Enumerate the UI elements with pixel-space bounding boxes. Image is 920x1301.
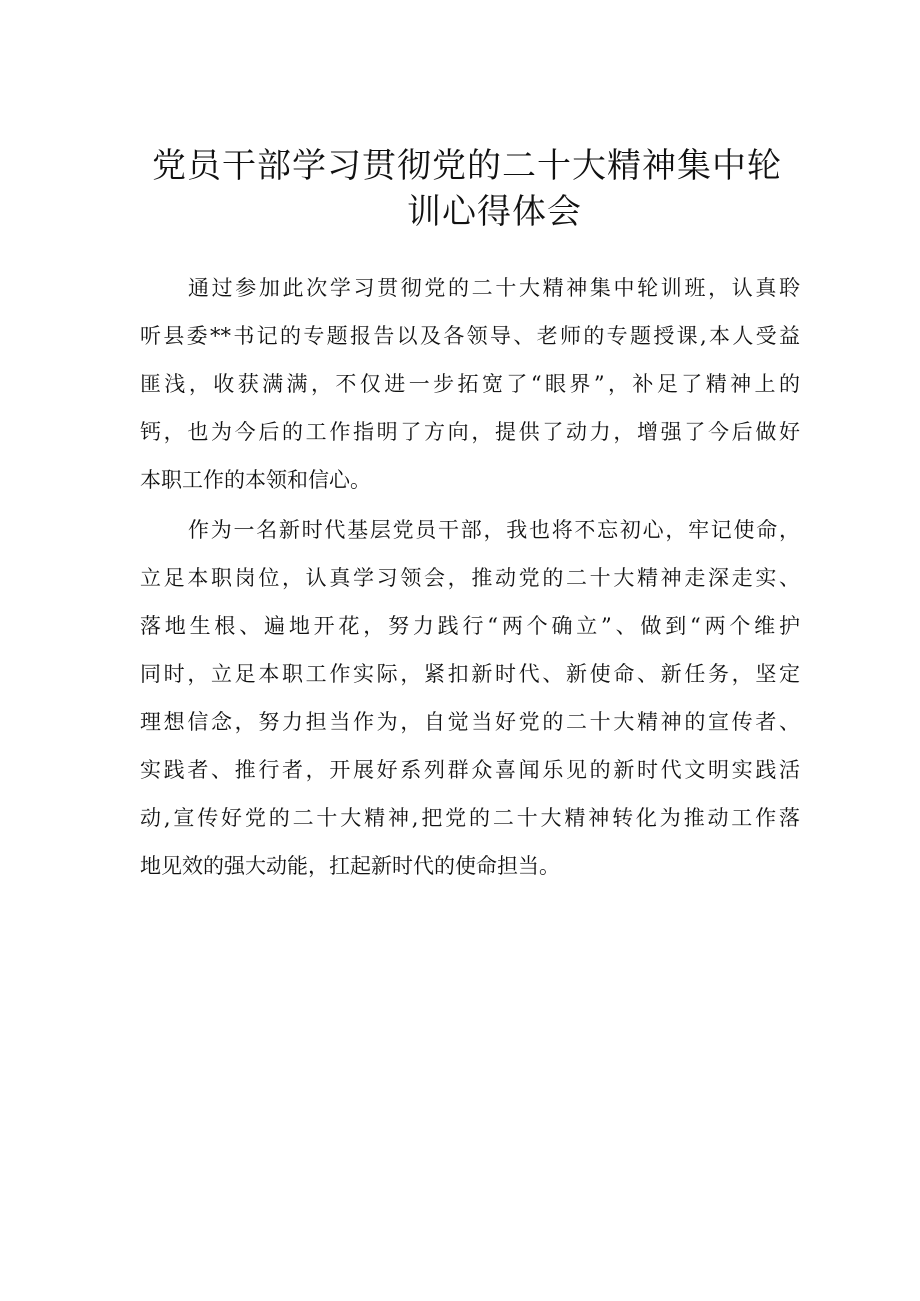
paragraph-2-line-7: 动,宣传好党的二十大精神,把党的二十大精神转化为推动工作落 [140, 806, 800, 830]
paragraph-2-line-2: 立足本职岗位，认真学习领会，推动党的二十大精神走深走实、 [140, 566, 800, 590]
paragraph-2-line-6: 实践者、推行者，开展好系列群众喜闻乐见的新时代文明实践活 [140, 758, 800, 782]
paragraph-2-line-8: 地见效的强大动能，扛起新时代的使命担当。 [140, 854, 560, 878]
paragraph-1-line-5: 本职工作的本领和信心。 [140, 468, 371, 492]
paragraph-2-line-4: 同时，立足本职工作实际，紧扣新时代、新使命、新任务，坚定 [140, 662, 800, 686]
paragraph-1-line-3: 匪浅，收获满满，不仅进一步拓宽了“眼界”，补足了精神上的 [140, 372, 800, 396]
title-line-2: 训心得体会 [407, 192, 582, 232]
paragraph-1-line-1: 通过参加此次学习贯彻党的二十大精神集中轮训班，认真聆 [188, 276, 800, 300]
paragraph-1-line-4: 钙，也为今后的工作指明了方向，提供了动力，增强了今后做好 [140, 420, 800, 444]
paragraph-2-line-5: 理想信念，努力担当作为，自觉当好党的二十大精神的宣传者、 [140, 710, 800, 734]
paragraph-2-line-3: 落地生根、遍地开花，努力践行“两个确立”、做到“两个维护 [140, 614, 800, 638]
paragraph-2-line-1: 作为一名新时代基层党员干部，我也将不忘初心，牢记使命， [188, 518, 800, 542]
paragraph-1-line-2: 听县委**书记的专题报告以及各领导、老师的专题授课,本人受益 [140, 324, 800, 348]
title-line-1: 党员干部学习贯彻党的二十大精神集中轮 [152, 146, 782, 186]
